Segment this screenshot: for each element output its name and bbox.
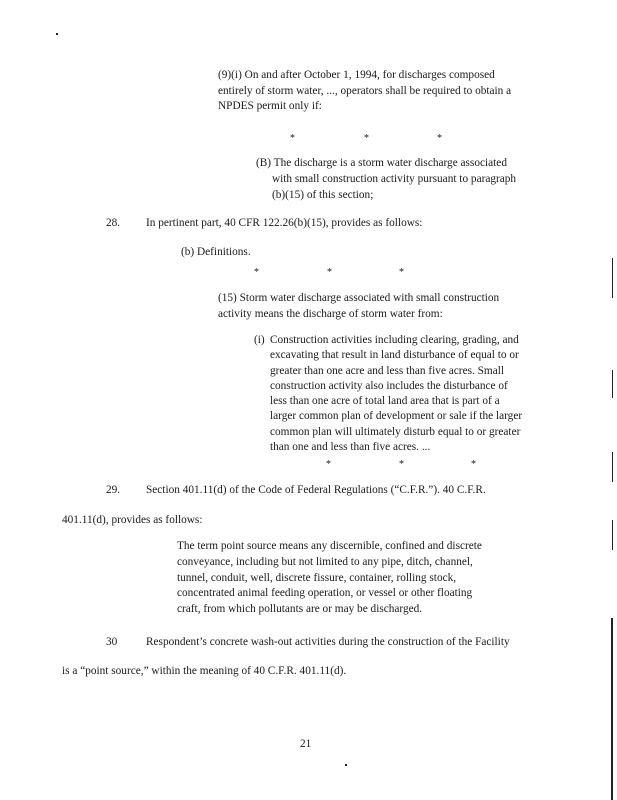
quote-line: than one and less than five acres. ... (270, 441, 431, 454)
ellipsis-star: * (471, 459, 476, 470)
paragraph-text: In pertinent part, 40 CFR 122.26(b)(15), provides as follows: (146, 217, 423, 229)
margin-change-bar (611, 618, 613, 800)
quote-line: excavating that result in land disturbance of equal to or (270, 349, 519, 362)
quote-line: construction activity also includes the disturbance of (270, 379, 508, 392)
quote-line: less than one acre of total land area that is part of a (270, 395, 500, 408)
quote-line: (15) Storm water discharge associated with small construction (218, 292, 500, 304)
scan-speck (56, 33, 58, 35)
quote-line: Construction activities including clearing, grading, and (270, 334, 519, 346)
quote-401 (177, 539, 482, 618)
ellipsis-star: * (254, 267, 259, 278)
scan-mark (612, 520, 613, 550)
quote-b15 (218, 291, 499, 322)
quote-line: with small construction activity pursuant to paragraph (272, 173, 517, 185)
quote-line: activity means the discharge of storm water from: (218, 307, 443, 320)
paragraph-number: 29. (106, 484, 121, 496)
quote-line: (9)(i) On and after October 1, 1994, for discharges composed (218, 69, 495, 81)
paragraph-number: 28. (106, 217, 121, 229)
ellipsis-star: * (437, 133, 442, 144)
quote-line: The term point source means any discernible, confined and discrete (177, 540, 482, 552)
paragraph-text: 401.11(d), provides as follows: (62, 514, 203, 526)
quote-line: tunnel, conduit, well, discrete fissure, container, rolling stock, (177, 571, 457, 584)
ellipsis-star: * (399, 267, 404, 278)
ellipsis-star: * (399, 459, 404, 470)
definitions-heading: (b) Definitions. (181, 246, 251, 258)
list-marker: (i) (254, 334, 265, 346)
paragraph-text: Section 401.11(d) of the Code of Federal Regulations (“C.F.R.”). 40 C.F.R. (146, 484, 486, 496)
quote-line: (B) The discharge is a storm water discharge associated (256, 157, 507, 169)
quote-line: (b)(15) of this section; (272, 189, 374, 201)
paragraph-number: 30 (106, 636, 118, 648)
quote-line: conveyance, including but not limited to any pipe, ditch, channel, (177, 555, 473, 568)
paragraph-text: is a “point source,” within the meaning of 40 C.F.R. 401.11(d). (62, 665, 347, 677)
ellipsis-star: * (290, 133, 295, 144)
scan-mark (612, 452, 613, 482)
quote-line: craft, from which pollutants are or may be discharged. (177, 603, 423, 616)
scan-speck (345, 764, 347, 766)
page-number: 21 (300, 738, 312, 750)
quote-b15-i (270, 333, 522, 455)
paragraph-text: Respondent’s concrete wash-out activities during the construction of the Facility (146, 636, 510, 648)
quote-line: common plan will ultimately disturb equal to or greater (270, 425, 521, 438)
ellipsis-star: * (326, 459, 331, 470)
scan-mark (612, 258, 613, 298)
quote-line: larger common plan of development or sale if the larger (270, 410, 523, 423)
quote-line: entirely of storm water, ..., operators shall be required to obtain a (218, 84, 512, 97)
quote-line: NPDES permit only if: (218, 100, 322, 112)
quote-line: concentrated animal feeding operation, or vessel or other floating (177, 587, 473, 600)
quote-line: greater than one acre and less than five acres. Small (270, 364, 504, 377)
ellipsis-star: * (364, 133, 369, 144)
scan-mark (612, 370, 613, 398)
quote-9i (218, 68, 511, 115)
ellipsis-star: * (327, 267, 332, 278)
